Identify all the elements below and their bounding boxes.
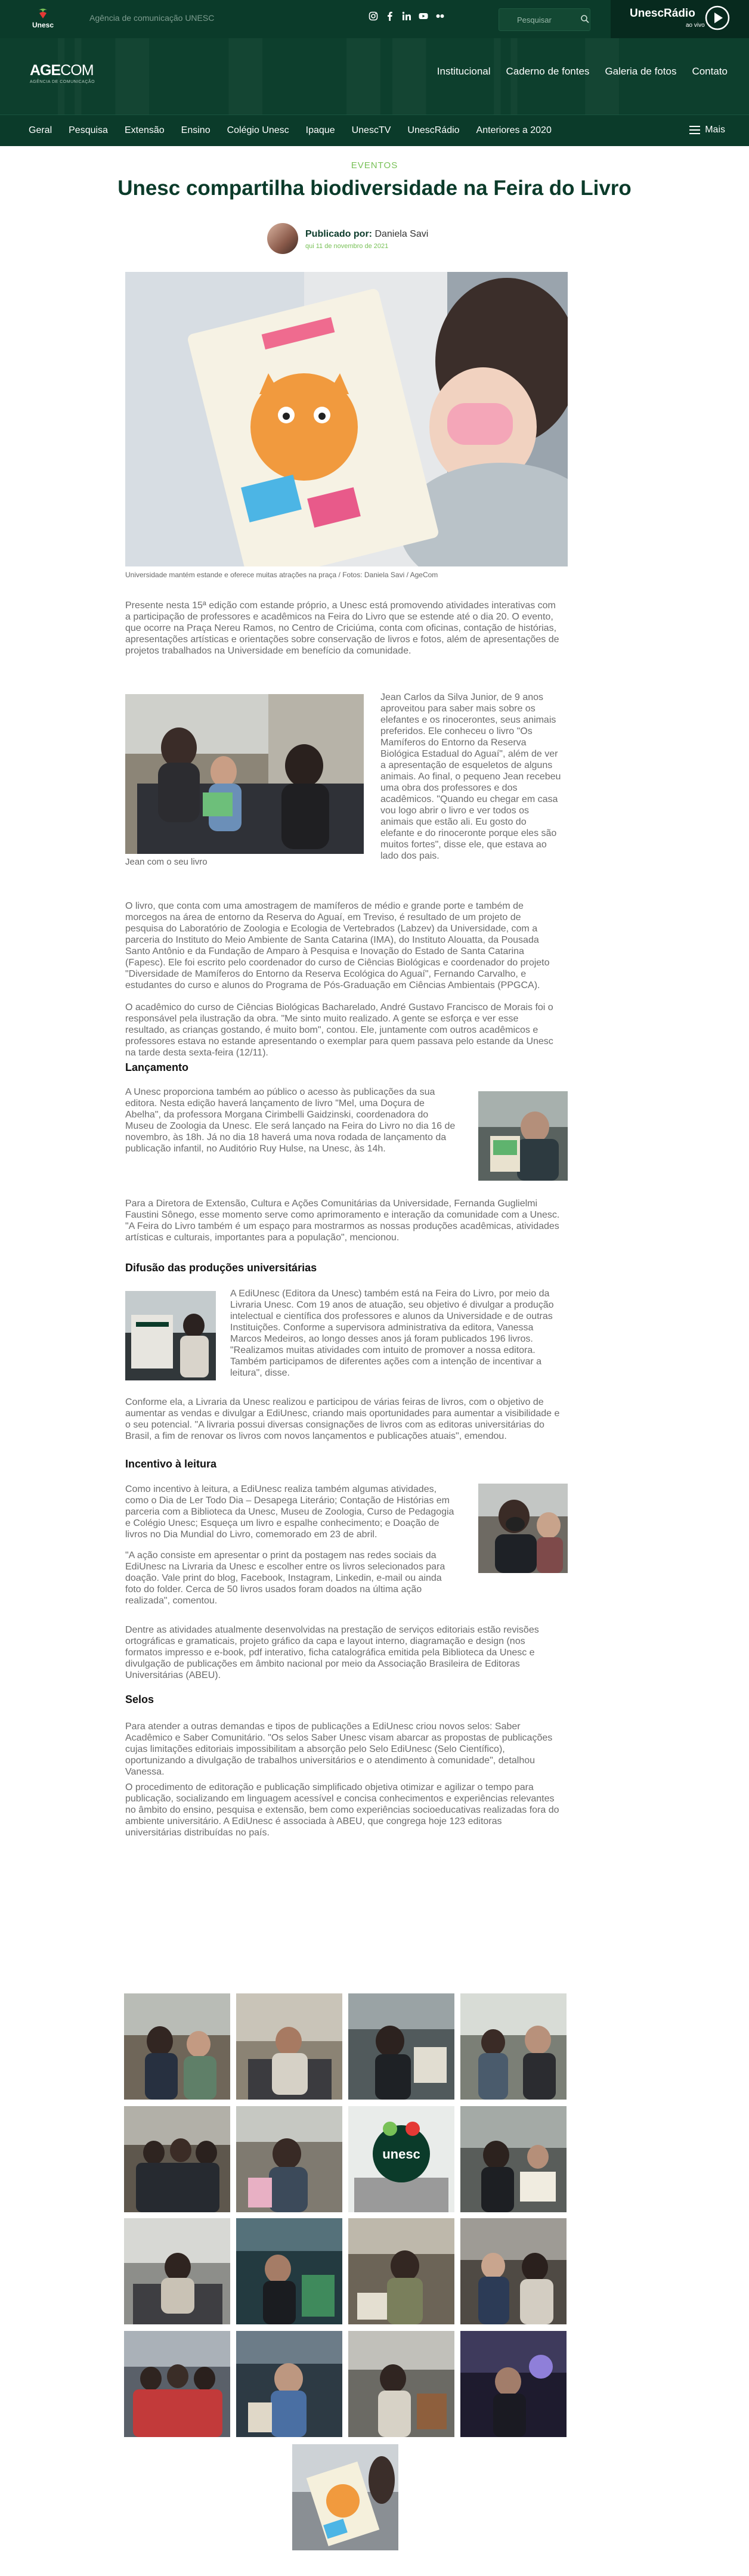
hero-photo (125, 272, 568, 566)
article-title: Unesc compartilha biodiversidade na Feira do Livro (117, 177, 632, 200)
gallery-photo[interactable] (348, 2331, 454, 2437)
article-category[interactable]: EVENTOS (351, 160, 398, 171)
category-unesctv[interactable]: UnescTV (351, 125, 391, 135)
more-menu-label: Mais (705, 125, 725, 135)
flickr-icon[interactable] (435, 11, 445, 21)
publish-date: qui 11 de novembro de 2021 (305, 243, 389, 250)
gallery-photo[interactable] (124, 2218, 230, 2324)
author-avatar (267, 223, 298, 254)
heading-incentivo: Incentivo à leitura (125, 1458, 217, 1470)
gallery-photo[interactable] (460, 2218, 567, 2324)
agecom-logo-subtitle: AGÊNCIA DE COMUNICAÇÃO (30, 80, 95, 84)
radio-title: UnescRádio (630, 7, 695, 20)
gallery-photo[interactable] (236, 2218, 342, 2324)
unesc-logo-icon (37, 8, 49, 20)
book-launch-photo (478, 1091, 568, 1181)
paragraph-2: Jean Carlos da Silva Junior, de 9 anos aproveitou para saber mais sobre os elefantes e os rinocerontes, seus animais preferidos. Ele conheceu o livro "Os Mamíferos do Entorno da Reserva Biológica Estadual do Aguaí", além de ver a apresentação de esqueletos de alguns animais. Ao final, o pequeno Jean recebeu uma obra dos professores e dos acadêmicos. "Quando eu chegar em casa vou logo abrir o livro e ver todos os animais que estão ali. Eu gosto do elefante e do rinoceronte porque eles são muitos fortes", disse ele, que estava ao lado dos pais. (380, 692, 561, 861)
gallery-photo[interactable] (460, 2331, 567, 2437)
site-header (0, 38, 749, 114)
paragraph-5: A Unesc proporciona também ao público o acesso às publicações da sua editora. Nesta edição haverá lançamento de livro "Mel, uma Doçura de Abelha", da professora Morgana Cirimbelli Gaidzinski, coordenadora do Museu de Zoologia da Unesc. Ele será lançado na Feira do Livro no dia 16 de novembro, às 18h. Já no dia 18 haverá uma nova rodada de lançamento da publicação infantil, no Auditório Ruy Hulse, na Unesc, às 14h. (125, 1087, 456, 1154)
heading-lancamento: Lançamento (125, 1061, 189, 1073)
radio-subtitle: ao vivo (686, 22, 705, 29)
paragraph-9: Como incentivo à leitura, a EdiUnesc realiza também algumas atividades, como o Dia de Ler Todo Dia – Desapega Literário; Contação de Histórias em parceria com a Biblioteca da Unesc, Museu de Zoologia, Curso de Pedagogia e Colégio Unesc; Esqueça um livro e espalhe conhecimento; e Doação de livros no Dia Mundial do Livro, comemorado em 23 de abril. (125, 1484, 454, 1540)
jean-caption: Jean com o seu livro (125, 857, 208, 867)
main-nav (437, 66, 728, 78)
paragraph-8: Conforme ela, a Livraria da Unesc realizou e participou de várias feiras de livros, com o objetivo de aumentar as vendas e divulgar a EdiUnesc, criando mais oportunidades para aumentar a visibilidade e o seu potencial. "A livraria possui diversas consignações de livros com as editoras universitárias do Brasil, a fim de renovar os livros com novos lançamentos e publicações atuais", emendou. (125, 1397, 560, 1441)
agecom-logo[interactable] (30, 62, 95, 84)
menu-icon (689, 126, 700, 134)
category-nav (0, 114, 749, 146)
category-colegio-unesc[interactable]: Colégio Unesc (227, 125, 289, 135)
category-unescradio[interactable]: UnescRádio (407, 125, 460, 135)
top-bar (0, 0, 749, 38)
gallery-photo[interactable] (460, 1993, 567, 2100)
author-byline (267, 223, 482, 254)
search-input[interactable] (499, 9, 584, 30)
paragraph-13: O procedimento de editoração e publicação simplificado objetiva otimizar e agilizar o tempo para publicação, socializando em linguagem acessível e concisa conhecimentos e experiências relevantes no âmbito do ensino, pesquisa e extensão, bem como experiências socioeducativas realizadas fora do ambiente universitário. A EdiUnesc é associada à ABEU, que congrega hoje 123 editoras universitárias distribuídas no país. (125, 1782, 559, 1838)
category-ensino[interactable]: Ensino (181, 125, 211, 135)
unesc-logo[interactable] (31, 8, 55, 30)
gallery-photo[interactable] (348, 2218, 454, 2324)
linkedin-icon[interactable] (402, 11, 411, 21)
jean-photo (125, 694, 364, 854)
facebook-icon[interactable] (385, 11, 395, 21)
paragraph-12: Para atender a outras demandas e tipos de publicações a EdiUnesc criou novos selos: Saber Acadêmico e Saber Comunitário. "Os selos Saber Unesc visam abarcar as propostas de publicações cujas limitações editoriais impossibilitam a absorção pelo Selo EdiUnesc (Selo Científico), oportunizando a divulgação de trabalhos universitários e o atendimento à comunidade", detalhou Vanessa. (125, 1722, 553, 1777)
gallery-photo[interactable] (236, 2331, 342, 2437)
gallery-photo[interactable] (348, 2106, 454, 2212)
agecom-logo-bold: AGE (30, 62, 61, 79)
heading-selos: Selos (125, 1693, 154, 1705)
svg-text:unesc: unesc (382, 2147, 420, 2162)
nav-institucional[interactable]: Institucional (437, 66, 491, 77)
topbar-tagline[interactable]: Agência de comunicação UNESC (89, 13, 215, 23)
gallery-photo[interactable] (292, 2444, 398, 2550)
paragraph-6: Para a Diretora de Extensão, Cultura e Ações Comunitárias da Universidade, Fernanda Guglielmi Faustini Sônego, esse momento serve como aprimoramento e interação da comunidade com a Unesc. "A Feira do Livro também é um espaço para mostrarmos as nossas produções acadêmicas, atividades artísticas e culturais, importantes para a população", mencionou. (125, 1199, 560, 1243)
nav-caderno-de-fontes[interactable]: Caderno de fontes (506, 66, 590, 77)
search-icon[interactable] (580, 14, 590, 24)
hero-caption: Universidade mantém estande e oferece muitas atrações na praça / Fotos: Daniela Savi / AgeCom (125, 571, 438, 579)
paragraph-10: "A ação consiste em apresentar o print da postagem nas redes sociais da EdiUnesc na Livraria da Unesc e escolher entre os livros selecionados para doação. Vale print do blog, Facebook, Instagram, Linkedin, e-mail ou ainda foto do folder. Cerca de 50 livros usados foram doados na última ação realizada", comentou. (125, 1550, 445, 1606)
category-anteriores-2020[interactable]: Anteriores a 2020 (476, 125, 552, 135)
agecom-logo-rest: COM (60, 62, 94, 79)
paragraph-4: O acadêmico do curso de Ciências Biológicas Bacharelado, André Gustavo Francisco de Morais foi o responsável pela ilustração da obra. "Me sinto muito realizado. A gente se esforça e ver esse resultado, as crianças gostando, é muito bom", contou. Ele, juntamente com outros acadêmicos e professores estava no estande apresentando o exemplar para quem passava pelo estande da Unesc na tarde desta sexta-feira (12/11). (125, 1002, 553, 1058)
category-extensao[interactable]: Extensão (124, 125, 165, 135)
gallery-photo[interactable] (124, 2106, 230, 2212)
nav-contato[interactable]: Contato (692, 66, 728, 77)
gallery-photo[interactable] (348, 1993, 454, 2100)
category-pesquisa[interactable]: Pesquisa (69, 125, 108, 135)
gallery-photo[interactable] (124, 2331, 230, 2437)
heading-difusao: Difusão das produções universitárias (125, 1262, 317, 1274)
play-icon[interactable] (705, 5, 730, 30)
gallery-photo[interactable] (460, 2106, 567, 2212)
gallery-photo[interactable] (236, 1993, 342, 2100)
gallery-photo[interactable] (236, 2106, 342, 2212)
published-prefix: Publicado por: (305, 229, 372, 239)
unesc-radio-live[interactable] (611, 0, 749, 38)
social-links (369, 11, 445, 21)
nav-galeria-de-fotos[interactable]: Galeria de fotos (605, 66, 677, 77)
search-box (499, 8, 590, 31)
paragraph-1: Presente nesta 15ª edição com estande próprio, a Unesc está promovendo atividades interativas com a participação de professores e acadêmicos na Feira do Livro que se estende até o dia 20. O evento, que ocorre na Praça Nereu Ramos, no Centro de Criciúma, conta com oficinas, contação de histórias, apresentações artísticas e orientações sobre conservação de livros e fotos, além de apresentações de projetos trabalhados na Universidade em benefício da comunidade. (125, 600, 559, 656)
category-geral[interactable]: Geral (29, 125, 52, 135)
reading-incentive-photo (478, 1484, 568, 1573)
category-ipaque[interactable]: Ipaque (305, 125, 335, 135)
unesc-logo-word: Unesc (32, 21, 54, 29)
paragraph-3: O livro, que conta com uma amostragem de mamíferos de médio e grande porte e também de morcegos na área de entorno da Reserva do Aguaí, em Treviso, é resultado de um projeto de pesquisa do Laboratório de Zoologia e Ecologia de Vertebrados (Labzev) da Universidade, com a parceria do Instituto do Meio Ambiente de Santa Catarina (IMA), do Instituto Alouatta, da Pousada Santo Antônio e da Fundação de Amparo à Pesquisa e Inovação do Estado de Santa Catarina (Fapesc). Ele foi escrito pelo coordenador do curso de Ciências Biológicas e coordenador do projeto "Diversidade de Mamíferos do Entorno da Reserva Ecológica do Aguaí", Fernando Carvalho, e estudantes do curso e alunos do Programa de Pós-Graduação em Ciências Ambientais (PPGCA). (125, 901, 550, 990)
gallery-photo[interactable] (124, 1993, 230, 2100)
youtube-icon[interactable] (419, 11, 428, 21)
ediunesc-stand-photo (125, 1291, 216, 1380)
more-menu-button[interactable] (689, 125, 725, 135)
paragraph-7: A EdiUnesc (Editora da Unesc) também está na Feira do Livro, por meio da Livraria Unesc. Com 19 anos de atuação, seu objetivo é divulgar a produção intelectual e científica dos professores e alunos da Universidade e de outras Instituições. Conforme a supervisora administrativa da editora, Vanessa Marcos Medeiros, ao longo desses anos já foram publicados 196 livros. "Realizamos muitas atividades com intuito de promover a nossa editora. Também participamos de diferentes ações com a intenção de incentivar a leitura", disse. (230, 1289, 554, 1378)
author-name[interactable]: Daniela Savi (374, 229, 429, 239)
instagram-icon[interactable] (369, 11, 378, 21)
paragraph-11: Dentre as atividades atualmente desenvolvidas na prestação de serviços editoriais estão revisões ortográficas e gramaticais, projeto gráfico da capa e layout interno, diagramação e design (nos formatos impresso e e-book, pdf interativo, ficha catalográfica emitida pela Biblioteca da Unesc e divulgação de publicações em âmbito nacional por meio da Associação Brasileira de Editoras Universitárias (ABEU). (125, 1625, 539, 1680)
